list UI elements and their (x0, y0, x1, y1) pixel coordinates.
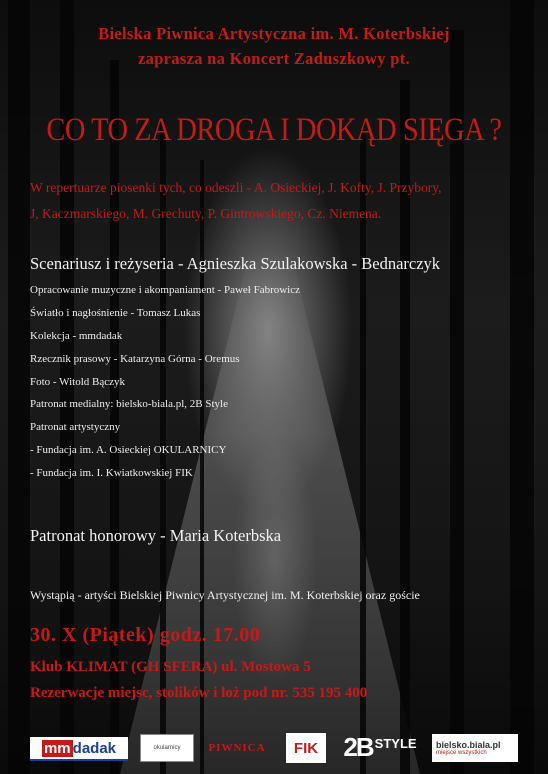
repertoire-line-1: W repertuarze piosenki tych, co odeszli - A. Osieckiej, J. Kofty, J. Przybory, (30, 180, 442, 195)
piwnica-logo (202, 738, 272, 758)
bielsko-biala-logo-sub: miejsce wszystkich (436, 750, 487, 756)
credit-item: Rzecznik prasowy - Katarzyna Górna - Oremus (30, 353, 240, 365)
performers-line: Wystąpią - artyści Bielskiej Piwnicy Artystycznej im. M. Koterbskiej oraz goście (30, 588, 420, 602)
honorary-patron: Patronat honorowy - Maria Koterbska (30, 526, 282, 545)
fik-logo-text: FIK (293, 739, 319, 757)
2bstyle-logo-main: 2B (343, 731, 373, 762)
repertoire-line-2: J, Kaczmarskiego, M. Grechuty, P. Gintrowskiego, Cz. Niemena. (30, 206, 382, 221)
fik-logo (286, 733, 326, 763)
concert-title: CO TO ZA DROGA I DOKĄD SIĘGA ? (46, 112, 502, 148)
sponsor-logos (0, 728, 548, 774)
credit-item: Patronat artystyczny (30, 421, 121, 433)
credit-item: - Fundacja im. I. Kwiatkowskiej FIK (30, 467, 193, 479)
credit-item: Patronat medialny: bielsko-biala.pl, 2B Style (30, 398, 228, 410)
header-line-1: Bielska Piwnica Artystyczna im. M. Koterbskiej (98, 24, 450, 43)
header-line-2: zaprasza na Koncert Zaduszkowy pt. (138, 49, 410, 68)
2bstyle-logo (336, 731, 424, 763)
event-date: 30. X (Piątek) godz. 17.00 (30, 624, 261, 646)
mmdadak-logo-main: dadak (72, 739, 117, 757)
credit-item: Kolekcja - mmdadak (30, 330, 123, 342)
mmdadak-logo (30, 737, 128, 761)
credit-item: Światło i nagłośnienie - Tomasz Lukas (30, 307, 201, 319)
mmdadak-logo-prefix: mm (43, 739, 71, 757)
piwnica-logo-text: PIWNICA (208, 742, 266, 754)
2bstyle-logo-suffix: STYLE (374, 735, 417, 751)
bielsko-biala-logo (432, 734, 518, 762)
bielsko-biala-logo-main: bielsko.biala.pl (436, 740, 501, 750)
director-credit: Scenariusz i reżyseria - Agnieszka Szulakowska - Bednarczyk (30, 254, 441, 273)
credit-item: - Fundacja im. A. Osieckiej OKULARNICY (30, 444, 227, 456)
credit-item: Foto - Witold Bączyk (30, 376, 125, 388)
okularnicy-logo-text: okularnicy (153, 745, 181, 751)
event-venue: Klub KLIMAT (GH SFERA) ul. Mostowa 5 (30, 659, 311, 675)
event-reservation: Rezerwacje miejsc, stolików i loż pod nr. 535 195 400 (30, 685, 368, 701)
credit-item: Opracowanie muzyczne i akompaniament - Paweł Fabrowicz (30, 284, 301, 296)
okularnicy-logo (140, 734, 194, 762)
